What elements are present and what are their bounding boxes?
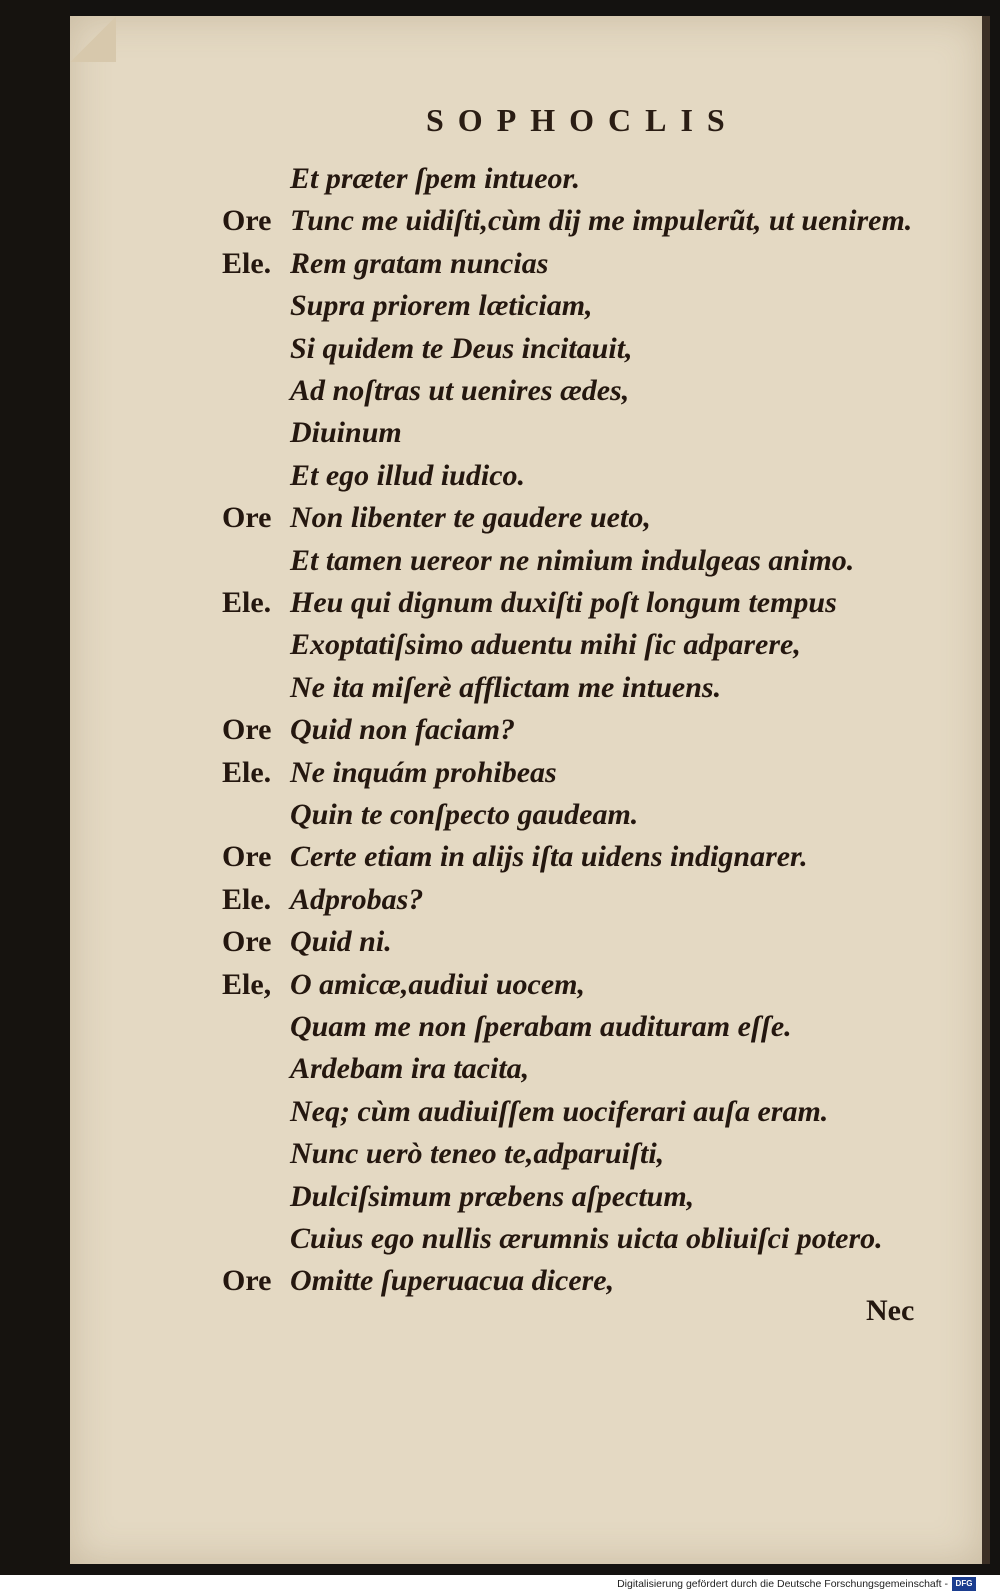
verse-line: Non libenter te gaudere ueto, bbox=[290, 501, 651, 534]
catchword: Nec bbox=[866, 1294, 915, 1327]
verse-line: Neq; cùm audiuiſſem uociferari auſa eram. bbox=[290, 1095, 829, 1128]
verse-line: Heu qui dignum duxiſti poſt longum tempus bbox=[290, 586, 837, 619]
running-title: SOPHOCLIS bbox=[426, 102, 739, 138]
page-corner-fold bbox=[70, 16, 116, 62]
verse-line: Nunc uerò teneo te,adparuiſti, bbox=[290, 1137, 665, 1170]
verse-line: Supra priorem læticiam, bbox=[290, 289, 593, 322]
verse-line: Ardebam ira tacita, bbox=[290, 1052, 530, 1085]
speaker-label: Ele. bbox=[222, 883, 272, 916]
verse-line: Omitte ſuperuacua dicere, bbox=[290, 1264, 615, 1297]
verse-line: Cuius ego nullis ærumnis uicta obliuiſci potero. bbox=[290, 1222, 883, 1255]
verse-line: Ne ita miſerè afflictam me intuens. bbox=[290, 671, 722, 704]
verse-line: Dulciſsimum præbens aſpectum, bbox=[290, 1180, 695, 1213]
speaker-label: Ele. bbox=[222, 756, 272, 789]
verse-line: Ne inquám prohibeas bbox=[290, 756, 557, 789]
speaker-label: Ore bbox=[222, 925, 272, 958]
verse-line: Quam me non ſperabam audituram eſſe. bbox=[290, 1010, 792, 1043]
verse-line: Quin te conſpecto gaudeam. bbox=[290, 798, 639, 831]
speaker-label: Ore bbox=[222, 501, 272, 534]
speaker-label: Ore bbox=[222, 713, 272, 746]
speaker-label: Ore bbox=[222, 1264, 272, 1297]
verse-line: Tunc me uidiſti,cùm dij me impulerũt, ut uenirem. bbox=[290, 204, 913, 237]
verse-line: Adprobas? bbox=[290, 883, 424, 916]
verse-line: O amicæ,audiui uocem, bbox=[290, 968, 586, 1001]
verse-line: Diuinum bbox=[290, 416, 402, 449]
funding-credit: Digitalisierung gefördert durch die Deutsche Forschungsgemeinschaft - bbox=[617, 1578, 948, 1590]
verse-line: Exoptatiſsimo aduentu mihi ſic adparere, bbox=[290, 628, 801, 661]
verse-line: Si quidem te Deus incitauit, bbox=[290, 332, 633, 365]
dfg-logo-icon: DFG bbox=[952, 1577, 976, 1591]
speaker-label: Ele, bbox=[222, 968, 272, 1001]
verse-line: Quid non faciam? bbox=[290, 713, 516, 746]
verse-line: Ad noſtras ut uenires ædes, bbox=[290, 374, 630, 407]
speaker-label: Ele. bbox=[222, 247, 272, 280]
speaker-label: Ele. bbox=[222, 586, 272, 619]
verse-line: Certe etiam in alijs iſta uidens indignarer. bbox=[290, 840, 808, 873]
verse-line: Rem gratam nuncias bbox=[290, 247, 549, 280]
verse-line: Et tamen uereor ne nimium indulgeas animo. bbox=[290, 544, 855, 577]
verse-line: Et ego illud iudico. bbox=[290, 459, 526, 492]
page-edge bbox=[982, 16, 990, 1564]
speaker-label: Ore bbox=[222, 840, 272, 873]
book-spine-shadow bbox=[0, 0, 70, 1575]
verse-line: Et præter ſpem intueor. bbox=[290, 162, 581, 195]
speaker-label: Ore bbox=[222, 204, 272, 237]
verse-line: Quid ni. bbox=[290, 925, 392, 958]
